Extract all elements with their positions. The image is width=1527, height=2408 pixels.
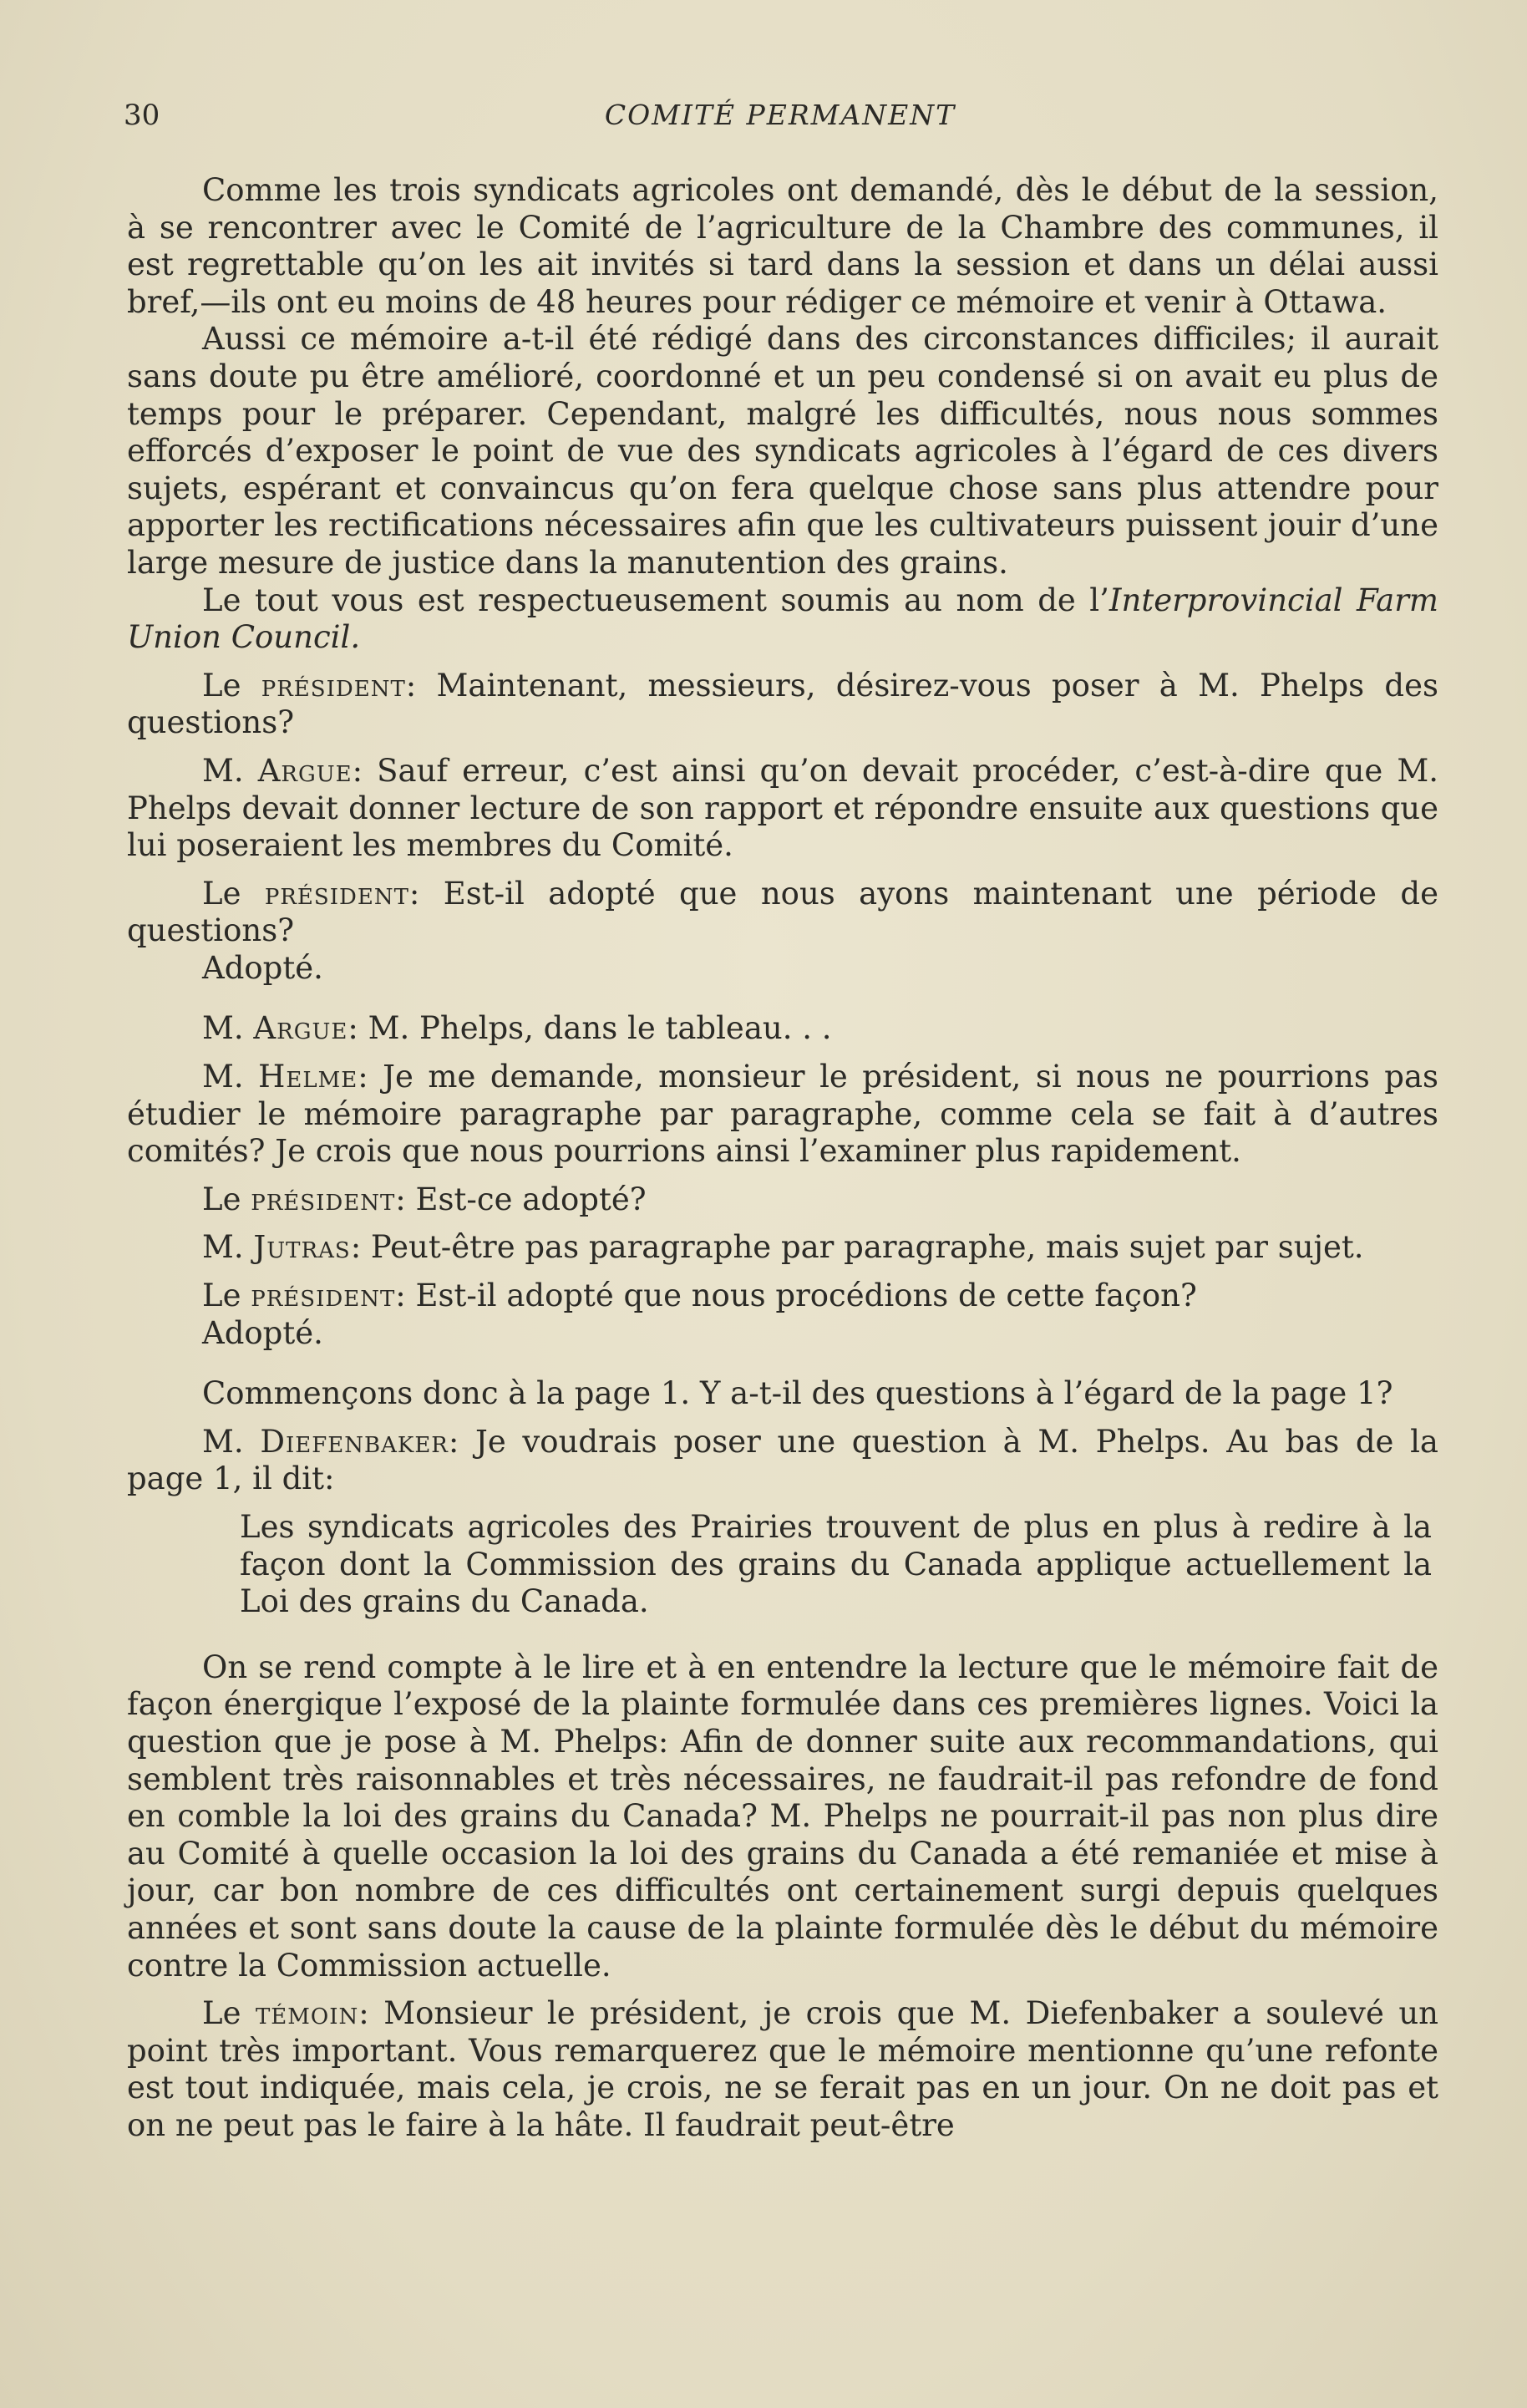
speaker-name: Helme — [258, 1059, 358, 1095]
block-quote: Les syndicats agricoles des Prairies trouvent de plus en plus à redire à la façon dont la Commission des grains du Canada applique actuellement la Loi des grains du Canada. — [240, 1509, 1432, 1620]
speaker-name: président — [261, 667, 406, 704]
speaker-name: Argue — [253, 1010, 348, 1047]
speaker-name: président — [251, 1278, 396, 1314]
running-title: COMITÉ PERMANENT — [604, 99, 956, 131]
paragraph: On se rend compte à le lire et à en entendre la lecture que le mémoire fait de façon énergique l’exposé de la plainte formulée dans ces premières lignes. Voici la question que je pose à M. Phelps: Afin de donner suite aux recommandations, qui semblent très raisonnables et très nécessaires, ne faudrait-il pas refondre de fond en comble la loi des grains du Canada? M. Phelps ne pourrait-il pas non plus dire au Comité à quelle occasion la loi des grains du Canada a été remaniée et mise à jour, car bon nombre de ces difficultés ont certainement surgi depuis quelques années et sont sans doute la cause de la plainte formulée dès le début du mémoire contre la Commission actuelle. — [127, 1649, 1438, 1984]
speech-paragraph: M. Jutras: Peut-être pas paragraphe par paragraphe, mais sujet par sujet. — [202, 1229, 1364, 1266]
paragraph: Adopté. — [202, 1314, 323, 1351]
page-header — [124, 99, 1437, 140]
paragraph: Commençons donc à la page 1. Y a-t-il des questions à l’égard de la page 1? — [202, 1375, 1393, 1412]
speech-paragraph: Le président: Est-il adopté que nous procédions de cette façon? — [202, 1278, 1197, 1314]
page-number: 30 — [124, 99, 160, 132]
speech-paragraph: M. Argue: Sauf erreur, c’est ainsi qu’on devait procéder, c’est-à-dire que M. Phelps devait donner lecture de son rapport et répondre ensuite aux questions que lui poseraient les membres du Comité. — [127, 752, 1438, 864]
paragraph: Le tout vous est respectueusement soumis au nom de l’Interprovincial Farm Union Council. — [127, 582, 1438, 656]
speaker-name: Argue — [257, 752, 353, 789]
document-body — [127, 172, 1438, 2145]
paragraph: Aussi ce mémoire a-t-il été rédigé dans des circonstances difficiles; il aurait sans doute pu être amélioré, coordonné et un peu condensé si on avait eu plus de temps pour le préparer. Cependant, malgré les difficultés, nous nous sommes efforcés d’exposer le point de vue des syndicats agricoles à l’égard de ces divers sujets, espérant et convaincus qu’on fera quelque chose sans plus attendre pour apporter les rectifications nécessaires afin que les cultivateurs puissent jouir d’une large mesure de justice dans la manutention des grains. — [127, 321, 1438, 581]
speech-paragraph: M. Diefenbaker: Je voudrais poser une question à M. Phelps. Au bas de la page 1, il dit: — [127, 1423, 1438, 1497]
paragraph: Comme les trois syndicats agricoles ont demandé, dès le début de la session, à se rencontrer avec le Comité de l’agriculture de la Chambre des communes, il est regrettable qu’on les ait invités si tard dans la session et dans un délai aussi bref,—ils ont eu moins de 48 heures pour rédiger ce mémoire et venir à Ottawa. — [127, 172, 1438, 320]
speaker-name: témoin — [255, 1995, 359, 2032]
speech-paragraph: M. Argue: M. Phelps, dans le tableau. . . — [202, 1010, 832, 1047]
speaker-name: président — [251, 1181, 396, 1217]
speech-paragraph: M. Helme: Je me demande, monsieur le président, si nous ne pourrions pas étudier le mémoire paragraphe par paragraphe, comme cela se fait à d’autres comités? Je crois que nous pourrions ainsi l’examiner plus rapidement. — [127, 1059, 1438, 1170]
speaker-name: président — [264, 875, 409, 912]
paragraph: Adopté. — [202, 949, 323, 986]
speaker-name: Jutras — [253, 1229, 351, 1266]
speaker-name: Diefenbaker — [260, 1423, 449, 1460]
speech-paragraph: Le témoin: Monsieur le président, je crois que M. Diefenbaker a soulevé un point très important. Vous remarquerez que le mémoire mentionne qu’une refonte est tout indiquée, mais cela, je crois, ne se ferait pas en un jour. On ne doit pas et on ne peut pas le faire à la hâte. Il faudrait peut-être — [127, 1995, 1439, 2143]
speech-paragraph: Le président: Est-ce adopté? — [202, 1181, 647, 1217]
speech-paragraph: Le président: Est-il adopté que nous ayons maintenant une période de questions? — [127, 875, 1438, 949]
speech-paragraph: Le président: Maintenant, messieurs, désirez-vous poser à M. Phelps des questions? — [127, 667, 1438, 741]
